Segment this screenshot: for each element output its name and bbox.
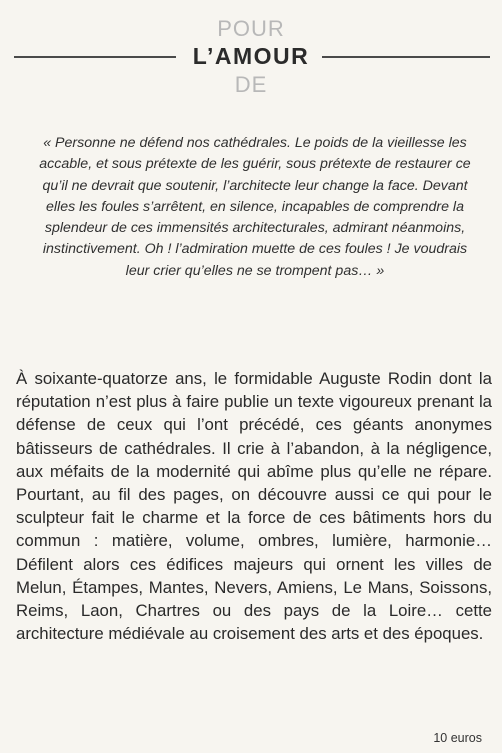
header-word-pour: POUR	[217, 16, 285, 41]
header-word-de: DE	[234, 72, 268, 97]
article-body: À soixante-quatorze ans, le formidable Auguste Rodin dont la réputation n’est plus à faire publie un texte vigoureux prenant la défense de ceux qui l’ont précédé, ces géants anonymes bâtisseurs de cathédrales. Il crie à l’abandon, à la négligence, aux méfaits de la modernité qui abîme plus qu’elle ne répare. Pourtant, au fil des pages, on découvre aussi ce qui pour le sculpteur fait le charme et la force de ces bâtiments hors du commun : matière, volume, ombres, lumière, harmonie… Défilent alors ces édifices majeurs qui ornent les villes de Melun, Étampes, Mantes, Nevers, Amiens, Le Mans, Soissons, Reims, Laon, Chartres ou des pays de la Loire… cette architecture médiévale au croisement des arts et des époques.	[16, 369, 492, 644]
price-label: 10 euros	[433, 731, 482, 745]
pull-quote: « Personne ne défend nos cathédrales. Le poids de la vieillesse les accable, et sous prétexte de les guérir, sous prétexte de restaurer ce qu’il ne devrait que soutenir, l’architecte leur change la face. Devant elles les foules s’arrêtent, en silence, incapables de comprendre la splendeur de ces immensités architecturales, admirant néanmoins, instinctivement. Oh ! l’admiration muette de ces foules ! Je voudrais leur crier qu’elles ne se trompent pas… »	[39, 135, 471, 279]
section-header	[0, 14, 502, 98]
header-word-amour: L’AMOUR	[192, 43, 310, 69]
